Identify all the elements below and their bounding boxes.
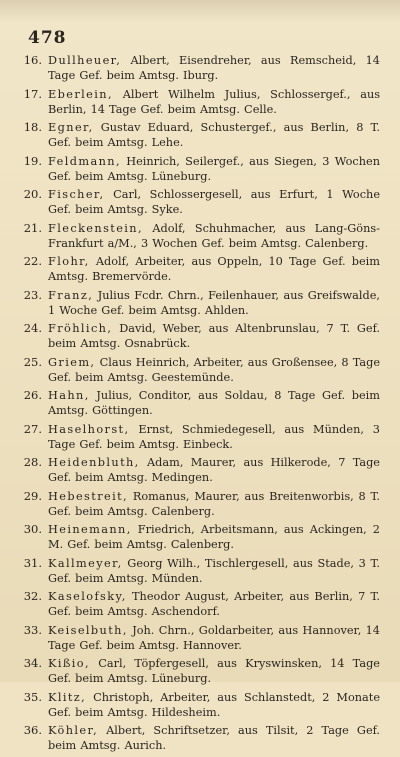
entry-text <box>48 355 380 386</box>
entry-name: Keiselbuth, <box>48 623 128 637</box>
entry-number: 31. <box>23 555 42 570</box>
entry-number: 28. <box>23 455 42 469</box>
entry-number: 16. <box>23 53 42 67</box>
list-item <box>14 556 380 590</box>
entry-details: Julius, Conditor, aus Soldau, 8 Tage Gef. beim Amtsg. Göttingen. <box>48 389 380 418</box>
list-item <box>14 388 380 422</box>
entry-name: Kallmeyer, <box>48 556 123 570</box>
entry-details: Albert, Eisendreher, aus Remscheid, 14 Tage Gef. beim Amtsg. Iburg. <box>48 54 380 83</box>
list-item <box>14 120 380 154</box>
entry-name: Griem, <box>48 355 96 369</box>
entry-text <box>48 254 380 285</box>
entry-number: 18. <box>23 120 42 134</box>
entry-name: Eberlein, <box>48 87 113 101</box>
entry-name: Köhler, <box>48 724 99 737</box>
entry-text <box>48 455 380 486</box>
list-item <box>14 422 380 456</box>
entry-details: Carl, Schlossergesell, aus Erfurt, 1 Woche Gef. beim Amtsg. Syke. <box>48 188 380 217</box>
entry-name: Kißio, <box>48 657 91 670</box>
entry-number: 24. <box>23 321 42 335</box>
entry-number: 32. <box>23 589 42 603</box>
list-item <box>14 288 380 322</box>
list-item <box>14 623 380 657</box>
entry-text <box>48 187 380 218</box>
entry-text <box>48 589 380 620</box>
entry-details: Georg Wilh., Tischlergesell, aus Stade, 3 T. Gef. beim Amtsg. Münden. <box>48 556 380 585</box>
entry-number: 35. <box>23 689 42 704</box>
entry-text <box>48 154 380 185</box>
entry-text <box>48 489 380 520</box>
entry-name: Haselhorst, <box>48 422 130 436</box>
entry-number: 22. <box>23 254 42 268</box>
list-item <box>14 355 380 389</box>
entry-details: Adolf, Schuhmacher, aus Lang-Göns-Frankfurt a/M., 3 Wochen Gef. beim Amtsg. Calenberg. <box>48 221 380 250</box>
list-item <box>14 589 380 623</box>
entry-number: 19. <box>23 153 42 168</box>
entry-text <box>48 221 380 252</box>
entry-number: 33. <box>23 622 42 637</box>
entry-details: Heinrich, Seilergef., aus Siegen, 3 Wochen Gef. beim Amtsg. Lüneburg. <box>48 154 380 183</box>
entry-details: Gustav Eduard, Schustergef., aus Berlin, 8 T. Gef. beim Amtsg. Lehe. <box>48 121 380 150</box>
entry-text <box>48 422 380 453</box>
entry-details: Albert Wilhelm Julius, Schlossergef., aus Berlin, 14 Tage Gef. beim Amtsg. Celle. <box>48 87 380 116</box>
page-bleed-shadow <box>0 0 400 22</box>
entry-text <box>48 556 380 587</box>
entry-number: 20. <box>23 187 42 201</box>
entry-details: David, Weber, aus Altenbrunslau, 7 T. Gef. beim Amtsg. Osnabrück. <box>48 322 380 351</box>
list-item <box>14 522 380 556</box>
entry-name: Hebestreit, <box>48 489 129 503</box>
list-item <box>14 87 380 121</box>
entry-text <box>48 87 380 118</box>
list-item <box>14 154 380 188</box>
entry-number: 29. <box>23 488 42 503</box>
entry-details: Friedrich, Arbeitsmann, aus Ackingen, 2 M. Gef. beim Amtsg. Calenberg. <box>48 523 380 552</box>
entry-details: Adolf, Arbeiter, aus Oppeln, 10 Tage Gef. beim Amtsg. Bremervörde. <box>48 255 380 284</box>
entry-text <box>48 690 380 721</box>
entry-details: Julius Fcdr. Chrn., Feilenhauer, aus Greifswalde, 1 Woche Gef. beim Amtsg. Ahlden. <box>48 288 380 317</box>
entry-number: 30. <box>23 522 42 536</box>
entry-number: 21. <box>23 220 42 235</box>
entry-text <box>48 120 380 151</box>
entry-name: Feldmann, <box>48 154 121 168</box>
list-item <box>14 321 380 355</box>
entry-details: Ernst, Schmiedegesell, aus Münden, 3 Tage Gef. beim Amtsg. Einbeck. <box>48 422 380 451</box>
entry-details: Carl, Töpfergesell, aus Kryswinsken, 14 Tage Gef. beim Amtsg. Lüneburg. <box>48 657 380 686</box>
list-item <box>14 656 380 690</box>
entry-number: 34. <box>23 656 42 670</box>
entry-number: 25. <box>23 354 42 369</box>
entry-text <box>48 623 380 654</box>
list-item <box>14 187 380 221</box>
entry-text <box>48 723 380 754</box>
entry-name: Franz, <box>48 288 94 302</box>
entry-details: Theodor August, Arbeiter, aus Berlin, 7 T. Gef. beim Amtsg. Aschendorf. <box>48 590 380 619</box>
entry-details: Christoph, Arbeiter, aus Schlanstedt, 2 Monate Gef. beim Amtsg. Hildesheim. <box>48 690 380 719</box>
entry-number: 36. <box>23 723 42 737</box>
entry-number: 17. <box>23 86 42 101</box>
entry-text <box>48 53 380 84</box>
entry-name: Klitz, <box>48 690 87 704</box>
entry-name: Hahn, <box>48 389 90 402</box>
entry-name: Fröhlich, <box>48 322 113 335</box>
entry-text <box>48 388 380 419</box>
entry-details: Romanus, Maurer, aus Breitenworbis, 8 T. Gef. beim Amtsg. Calenberg. <box>48 489 380 518</box>
entry-text <box>48 522 380 553</box>
list-item <box>14 723 380 757</box>
list-item <box>14 455 380 489</box>
entry-list <box>14 53 380 757</box>
page-number: 478 <box>28 28 67 48</box>
list-item <box>14 53 380 87</box>
entry-number: 26. <box>23 388 42 402</box>
entry-text <box>48 288 380 319</box>
entry-details: Claus Heinrich, Arbeiter, aus Großensee, 8 Tage Gef. beim Amtsg. Geestemünde. <box>48 355 380 384</box>
entry-name: Flohr, <box>48 255 90 268</box>
entry-name: Heinemann, <box>48 523 132 536</box>
entry-name: Egner, <box>48 121 94 134</box>
list-item <box>14 254 380 288</box>
entry-details: Albert, Schriftsetzer, aus Tilsit, 2 Tage Gef. beim Amtsg. Aurich. <box>48 724 380 753</box>
entry-number: 27. <box>23 421 42 436</box>
list-item <box>14 489 380 523</box>
list-item <box>14 690 380 724</box>
list-item <box>14 221 380 255</box>
entry-details: Adam, Maurer, aus Hilkerode, 7 Tage Gef. beim Amtsg. Medingen. <box>48 456 380 485</box>
entry-number: 23. <box>23 287 42 302</box>
entry-details: Joh. Chrn., Goldarbeiter, aus Hannover, 14 Tage Gef. beim Amtsg. Hannover. <box>48 623 380 652</box>
entry-name: Fischer, <box>48 188 105 201</box>
entry-text <box>48 656 380 687</box>
entry-name: Fleckenstein, <box>48 221 143 235</box>
entry-name: Kaselofsky, <box>48 590 127 603</box>
entry-name: Dullheuer, <box>48 54 122 67</box>
entry-name: Heidenbluth, <box>48 456 140 469</box>
entry-text <box>48 321 380 352</box>
